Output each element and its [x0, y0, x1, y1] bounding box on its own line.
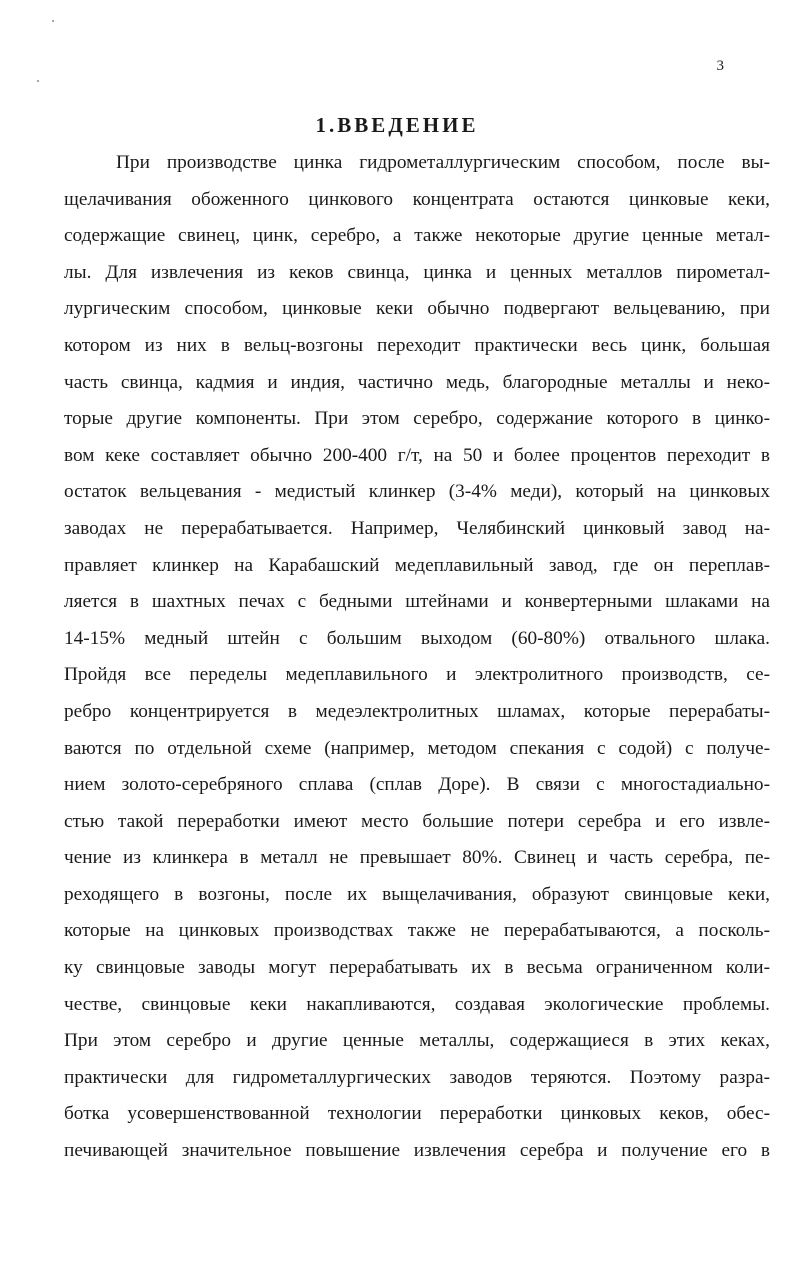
text-line: 14-15% медный штейн с большим выходом (60-80%) отвального шлака. — [64, 627, 770, 649]
text-line: При производстве цинка гидрометаллургическим способом, после вы- — [116, 152, 770, 173]
text-line: чение из клинкера в металл не превышает 80%. Свинец и часть серебра, пе- — [64, 847, 770, 869]
text-line: ку свинцовые заводы могут перерабатывать их в весьма ограниченном коли- — [64, 957, 770, 979]
text-line: нием золото-серебряного сплава (сплав Доре). В связи с многостадиально- — [64, 774, 770, 796]
scan-speck-left — [37, 80, 39, 82]
text-line: Пройдя все переделы медеплавильного и электролитного производств, се- — [64, 664, 770, 686]
page-number: 3 — [716, 58, 724, 74]
text-line: лургическим способом, цинковые кеки обычно подвергают вельцеванию, при — [64, 298, 770, 320]
text-line: торые другие компоненты. При этом серебро, содержание которого в цинко- — [64, 408, 770, 430]
text-line: стью такой переработки имеют место большие потери серебра и его извле- — [64, 810, 770, 832]
text-line: вом кеке составляет обычно 200-400 г/т, на 50 и более процентов переходит в — [64, 444, 770, 466]
text-line: заводах не перерабатывается. Например, Челябинский цинковый завод на- — [64, 517, 770, 539]
text-line: честве, свинцовые кеки накапливаются, создавая экологические проблемы. — [64, 993, 770, 1015]
text-line: котором из них в вельц-возгоны переходит практически весь цинк, большая — [64, 334, 770, 356]
section-title: 1.ВВЕДЕНИЕ — [315, 113, 479, 137]
text-line: печивающей значительное повышение извлечения серебра и получение его в — [64, 1140, 770, 1162]
text-line: При этом серебро и другие ценные металлы, содержащиеся в этих кеках, — [64, 1030, 770, 1052]
text-line: щелачивания обоженного цинкового концентрата остаются цинковые кеки, — [64, 188, 770, 210]
text-line: ляется в шахтных печах с бедными штейнами и конвертерными шлаками на — [64, 591, 770, 613]
text-line: лы. Для извлечения из кеков свинца, цинка и ценных металлов пирометал- — [64, 261, 770, 283]
text-line: реходящего в возгоны, после их выщелачивания, образуют свинцовые кеки, — [64, 883, 770, 905]
text-line: практически для гидрометаллургических заводов теряются. Поэтому разра- — [64, 1066, 770, 1088]
text-line: ботка усовершенствованной технологии переработки цинковых кеков, обес- — [64, 1103, 770, 1125]
body-paragraph — [64, 145, 770, 1170]
text-line: правляет клинкер на Карабашский медеплавильный завод, где он переплав- — [64, 554, 770, 576]
text-line: ребро концентрируется в медеэлектролитных шламах, которые перерабаты- — [64, 700, 770, 722]
scan-speck-top — [52, 20, 54, 22]
text-line: содержащие свинец, цинк, серебро, а также некоторые другие ценные метал- — [64, 225, 770, 247]
text-line: часть свинца, кадмия и индия, частично медь, благородные металлы и неко- — [64, 371, 770, 393]
text-line: ваются по отдельной схеме (например, методом спекания с содой) с получе- — [64, 737, 770, 759]
text-line: которые на цинковых производствах также не перерабатываются, а посколь- — [64, 920, 770, 942]
text-line: остаток вельцевания - медистый клинкер (3-4% меди), который на цинковых — [64, 481, 770, 503]
